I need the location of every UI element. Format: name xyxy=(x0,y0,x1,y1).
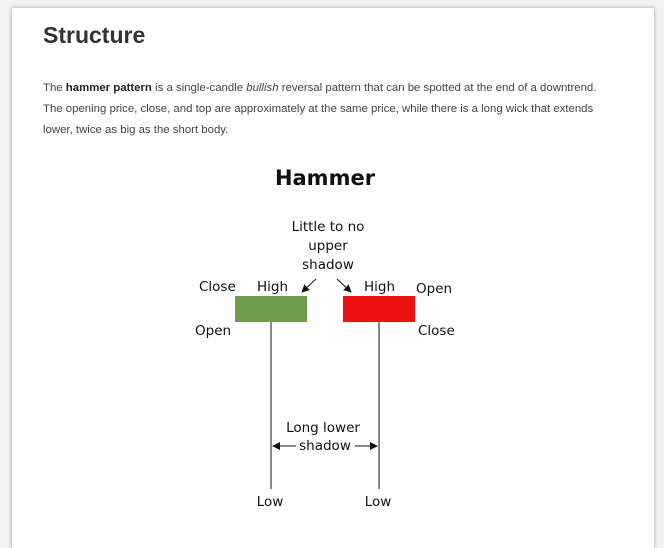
lower-note-line-2: shadow xyxy=(299,438,351,454)
para-mid: is a single-candle xyxy=(151,82,247,94)
lower-note-line-1: Long lower xyxy=(286,420,360,436)
para-intro: The xyxy=(43,82,66,94)
red-high-label: High xyxy=(364,279,396,295)
upper-note-line-2: upper xyxy=(308,238,348,254)
diagram-title: Hammer xyxy=(274,166,376,190)
green-open-label: Open xyxy=(195,323,232,339)
para-bold-term: hammer pattern xyxy=(65,82,152,94)
red-close-label: Close xyxy=(418,323,455,339)
green-close-label: Close xyxy=(199,279,236,295)
red-low-label: Low xyxy=(364,494,392,510)
green-low-label: Low xyxy=(256,494,284,510)
para-italic-term: bullish xyxy=(246,82,279,94)
green-high-label: High xyxy=(257,279,289,295)
para-rest: reversal pattern that can be spotted at the end of a downtrend. The opening price, close, and top are approximately at the same price, while there is a long wick that extends lower, twice as big as the short body. xyxy=(43,82,597,136)
article-page xyxy=(12,8,654,548)
upper-note-arrow-right xyxy=(337,279,351,292)
red-open-label: Open xyxy=(416,281,453,297)
upper-note-arrow-left xyxy=(302,279,316,292)
green-candle-body xyxy=(235,296,307,322)
hammer-diagram xyxy=(12,8,654,529)
section-heading: Structure xyxy=(43,22,146,48)
red-candle-body xyxy=(343,296,415,322)
upper-note-line-3: shadow xyxy=(302,257,354,273)
upper-note-line-1: Little to no xyxy=(291,219,365,235)
